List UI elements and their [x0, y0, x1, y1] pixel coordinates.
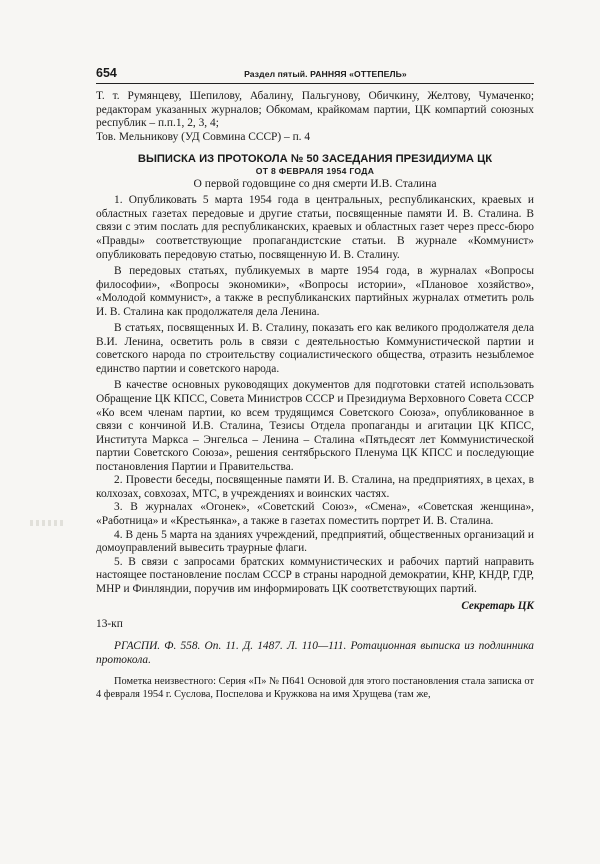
- distribution-list: [96, 90, 534, 144]
- document-date: ОТ 8 ФЕВРАЛЯ 1954 ГОДА: [255, 166, 375, 177]
- document-code: 13-кп: [96, 618, 123, 631]
- paragraph-1: 1. Опубликовать 5 марта 1954 года в центральных, республиканских, краевых и областных газетах передовые и другие статьи, посвященные памяти И. В. Сталина. В связи с этим послать для республиканских, краевых и областных газет через пресс-бюро «Правды» соответствующие пропагандистские статьи. В журнале «Коммунист» опубликовать передовую статью, посвященную И. В. Сталину.: [96, 194, 534, 261]
- margin-smudge: [30, 520, 64, 526]
- paragraph-3: В статьях, посвященных И. В. Сталину, показать его как великого продолжателя дела В.И. Ленина, осветить роль в связи с деятельностью Коммунистической партии и советского народа по строительству социалистического общества, отразить незыблемое единство партии и советского народа.: [96, 322, 534, 375]
- page-number: 654: [96, 66, 117, 80]
- running-title: Раздел пятый. РАННЯЯ «ОТТЕПЕЛЬ»: [244, 69, 407, 79]
- document-body: [96, 194, 534, 596]
- distribution-line: Тов. Мельникову (УД Совмина СССР) – п. 4: [96, 130, 311, 143]
- paragraph-6: 3. В журналах «Огонек», «Советский Союз», «Смена», «Советская женщина», «Работница» и «Крестьянка», а также в газетах поместить портрет И. В. Сталина.: [96, 501, 534, 527]
- page-header: [96, 66, 534, 84]
- document-page: [96, 66, 534, 702]
- paragraph-8: 5. В связи с запросами братских коммунистических и рабочих партий направить настоящее постановление послам СССР в страны народной демократии, КНР, КНДР, ГДР, МНР и Финляндии, поручив им информировать ЦК соответствующих партий.: [96, 555, 534, 595]
- paragraph-2: В передовых статьях, публикуемых в марте 1954 года, в журналах «Вопросы философии», «Вопросы экономики», «Вопросы истории», «Плановое хозяйство», «Молодой коммунист», а также в республиканских партийных журналах отметить роль И. В. Сталина как продолжателя дела Ленина.: [96, 265, 534, 318]
- paragraph-7: 4. В день 5 марта на зданиях учреждений, предприятий, общественных организаций и домоуправлений вывесить траурные флаги.: [96, 528, 534, 555]
- document-subject: О первой годовщине со дня смерти И.В. Сталина: [193, 177, 437, 191]
- archive-reference: РГАСПИ. Ф. 558. Оп. 11. Д. 1487. Л. 110—111. Ротационная выписка из подлинника протокола.: [96, 640, 534, 666]
- paragraph-4: В качестве основных руководящих документов для подготовки статей использовать Обращение ЦК КПСС, Совета Министров СССР и Президиума Верховного Совета СССР «Ко всем членам партии, ко всем трудящимся Советского Союза», опубликованное в связи с кончиной И.В. Сталина, Тезисы Отдела пропаганды и агитации ЦК КПСС, Института Маркса – Энгельса – Ленина – Сталина «Пятьдесят лет Коммунистической партии Советского Союза», решения сентябрьского Пленума ЦК КПСС и последующие постановления Партии и Правительства.: [96, 379, 534, 473]
- footnote: Пометка неизвестного: Серия «П» № П641 Основой для этого постановления стала записка от 4 февраля 1954 г. Суслова, Поспелова и Кружкова на имя Хрущева (там же,: [96, 676, 534, 701]
- document-title: ВЫПИСКА ИЗ ПРОТОКОЛА № 50 ЗАСЕДАНИЯ ПРЕЗИДИУМА ЦК: [137, 153, 493, 166]
- distribution-line: Т. т. Румянцеву, Шепилову, Абалину, Пальгунову, Обичкину, Желтову, Чумаченко; редакторам указанных журналов; Обкомам, крайкомам партии, ЦК компартий союзных республик – п.п.1, 2, 3, 4;: [96, 90, 534, 130]
- paragraph-5: 2. Провести беседы, посвященные памяти И. В. Сталина, на предприятиях, в цехах, в колхозах, совхозах, МТС, в учреждениях и воинских частях.: [96, 474, 534, 500]
- signature: Секретарь ЦК: [461, 600, 534, 613]
